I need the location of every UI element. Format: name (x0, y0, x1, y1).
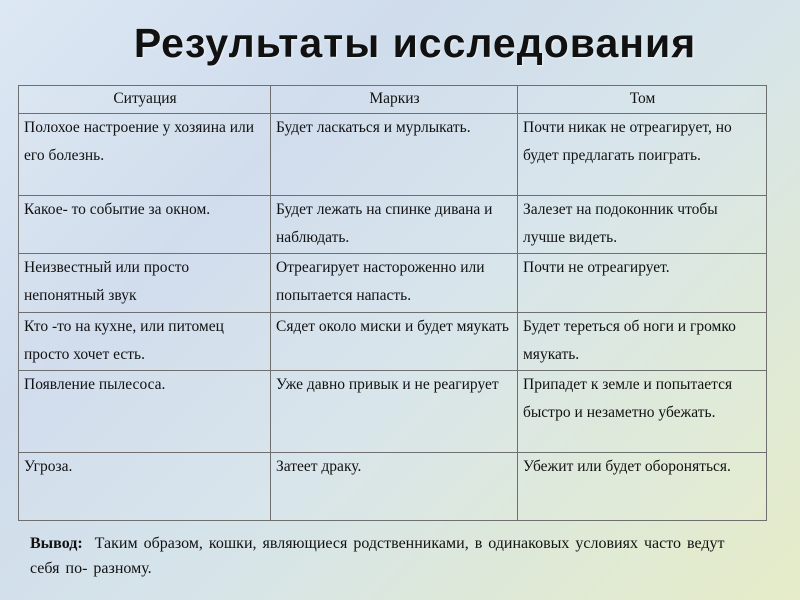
conclusion (30, 531, 730, 581)
slide-title: Результаты исследования (133, 20, 697, 66)
table-cell: Появление пылесоса. (19, 371, 271, 453)
table-row (19, 254, 767, 313)
table-cell: Будет лежать на спинке дивана и наблюдать. (271, 196, 518, 254)
table-cell: Будет ласкаться и мурлыкать. (271, 114, 518, 196)
table-cell: Убежит или будет обороняться. (518, 453, 767, 521)
column-header-markiz: Маркиз (271, 86, 518, 114)
table-cell: Почти никак не отреагирует, но будет предлагать поиграть. (518, 114, 767, 196)
table-cell: Будет тереться об ноги и громко мяукать. (518, 313, 767, 371)
conclusion-label: Вывод (30, 535, 78, 552)
table-cell: Отреагирует настороженно или попытается напасть. (271, 254, 518, 313)
research-table (18, 85, 767, 521)
table-cell: Неизвестный или просто непонятный звук (19, 254, 271, 313)
table-cell: Залезет на подоконник чтобы лучше видеть. (518, 196, 767, 254)
table-row (19, 114, 767, 196)
table-row (19, 313, 767, 371)
table-cell: Какое- то событие за окном. (19, 196, 271, 254)
table-cell: Полохое настроение у хозяина или его болезнь. (19, 114, 271, 196)
conclusion-text: Таким образом, кошки, являющиеся родственниками, в одинаковых условиях часто ведут себя по- разному. (30, 535, 725, 577)
table-row (19, 453, 767, 521)
table-row (19, 371, 767, 453)
table-cell: Уже давно привык и не реагирует (271, 371, 518, 453)
table-row (19, 196, 767, 254)
table-cell: Затеет драку. (271, 453, 518, 521)
table-cell: Сядет около миски и будет мяукать (271, 313, 518, 371)
table-cell: Кто -то на кухне, или питомец просто хочет есть. (19, 313, 271, 371)
table-cell: Угроза. (19, 453, 271, 521)
conclusion-colon: : (77, 535, 83, 552)
column-header-tom: Том (518, 86, 767, 114)
table-header-row (19, 86, 767, 114)
table-cell: Почти не отреагирует. (518, 254, 767, 313)
column-header-situation: Ситуация (19, 86, 271, 114)
table-cell: Припадет к земле и попытается быстро и незаметно убежать. (518, 371, 767, 453)
